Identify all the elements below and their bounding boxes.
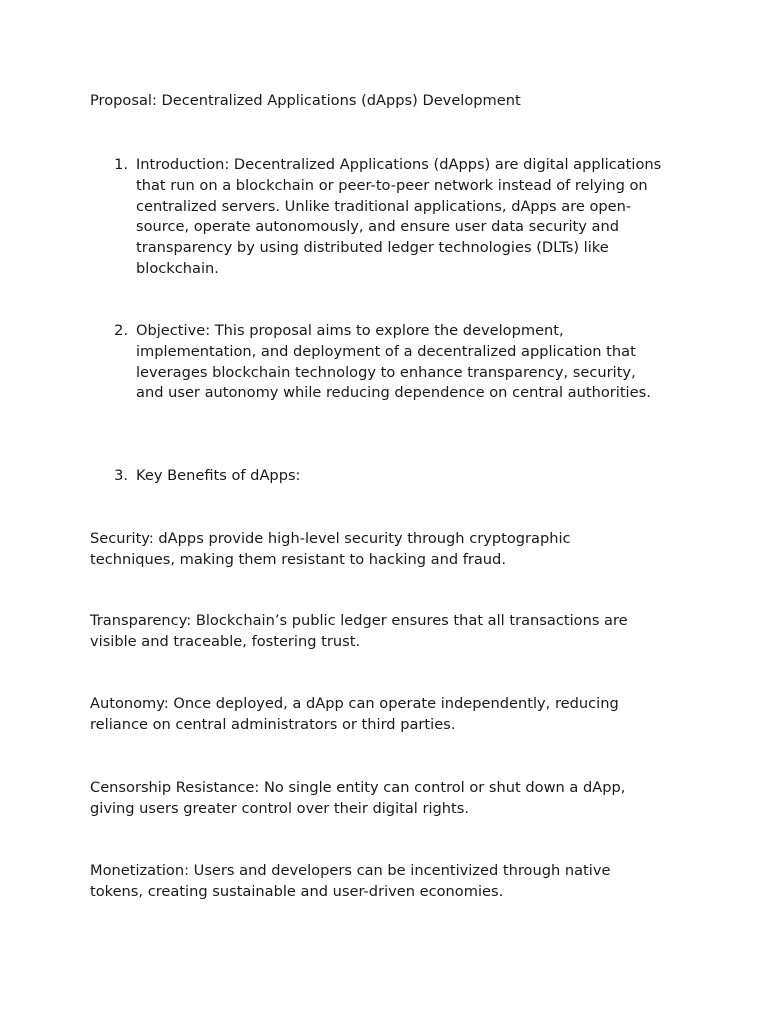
text-line: tokens, creating sustainable and user-driven economies. bbox=[90, 882, 504, 900]
text-line: and user autonomy while reducing dependence on central authorities. bbox=[136, 384, 651, 402]
benefit-autonomy bbox=[90, 694, 619, 736]
text-line: Introduction: Decentralized Applications (dApps) are digital applications bbox=[136, 156, 662, 173]
section-key-benefits-heading bbox=[136, 466, 300, 487]
text-line: Security: dApps provide high-level security through cryptographic bbox=[90, 530, 571, 547]
document-title: Proposal: Decentralized Applications (dApps) Development bbox=[90, 92, 521, 109]
list-number: 2. bbox=[114, 322, 128, 339]
text-line: Censorship Resistance: No single entity can control or shut down a dApp, bbox=[90, 779, 626, 796]
list-number: 1. bbox=[114, 156, 128, 173]
text-line: implementation, and deployment of a decentralized application that bbox=[136, 342, 636, 360]
benefit-censorship-resistance bbox=[90, 778, 625, 820]
text-line: visible and traceable, fostering trust. bbox=[90, 632, 361, 650]
text-line: blockchain. bbox=[136, 259, 219, 277]
section-introduction-text bbox=[136, 155, 661, 280]
benefit-security bbox=[90, 529, 571, 571]
text-line: giving users greater control over their digital rights. bbox=[90, 799, 470, 817]
text-line: Monetization: Users and developers can be incentivized through native bbox=[90, 862, 611, 879]
text-line: Key Benefits of dApps: bbox=[136, 467, 301, 484]
text-line: source, operate autonomously, and ensure user data security and bbox=[136, 218, 619, 236]
text-line: that run on a blockchain or peer-to-peer network instead of relying on bbox=[136, 176, 648, 194]
text-line: Transparency: Blockchain’s public ledger ensures that all transactions are bbox=[90, 612, 628, 629]
text-line: techniques, making them resistant to hacking and fraud. bbox=[90, 550, 506, 568]
benefit-monetization bbox=[90, 861, 610, 903]
section-objective-text bbox=[136, 321, 651, 404]
benefit-transparency bbox=[90, 611, 628, 653]
text-line: transparency by using distributed ledger technologies (DLTs) like bbox=[136, 239, 609, 257]
text-line: Objective: This proposal aims to explore the development, bbox=[136, 322, 564, 339]
text-line: centralized servers. Unlike traditional applications, dApps are open- bbox=[136, 197, 632, 215]
text-line: leverages blockchain technology to enhance transparency, security, bbox=[136, 363, 636, 381]
list-number: 3. bbox=[114, 467, 128, 484]
text-line: reliance on central administrators or third parties. bbox=[90, 715, 456, 733]
text-line: Autonomy: Once deployed, a dApp can operate independently, reducing bbox=[90, 695, 619, 712]
